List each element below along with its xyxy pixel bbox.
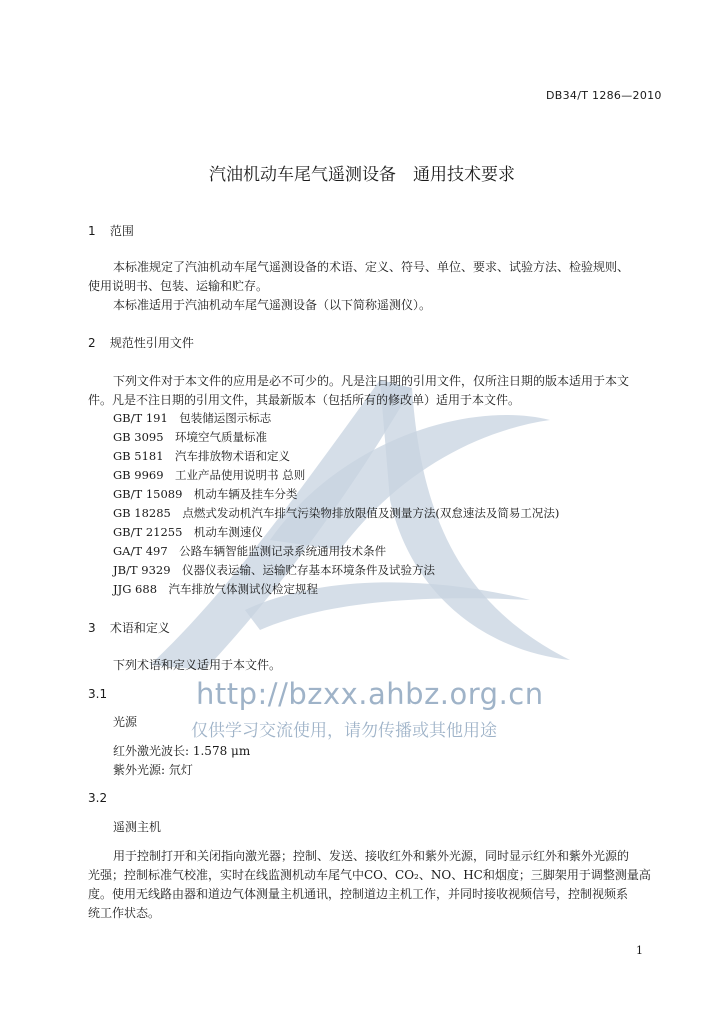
term-name-light-source: 光源 bbox=[113, 715, 138, 729]
scope-paragraph-1-line-1: 本标准规定了汽油机动车尾气遥测设备的术语、定义、符号、单位、要求、试验方法、检验规则、 bbox=[113, 260, 630, 274]
term-3-2-line-2: 光强；控制标准气校准，实时在线监测机动车尾气中CO、CO₂、NO、HC和烟度；三脚架用于调整测量高 bbox=[88, 868, 651, 882]
normative-intro-line-1: 下列文件对于本文件的应用是必不可少的。凡是注日期的引用文件，仅所注日期的版本适用于本文 bbox=[113, 374, 630, 388]
standard-code: DB34/T 1286—2010 bbox=[546, 89, 662, 102]
section-title: 规范性引用文件 bbox=[109, 336, 194, 350]
reference-item: GB/T 15089 机动车辆及挂车分类 bbox=[113, 487, 298, 501]
document-title: 汽油机动车尾气遥测设备 通用技术要求 bbox=[209, 165, 515, 185]
term-3-2-line-1: 用于控制打开和关闭指向激光器；控制、发送、接收红外和紫外光源，同时显示红外和紫外光源的 bbox=[113, 849, 630, 863]
clause-3-1-number: 3.1 bbox=[88, 687, 108, 701]
clause-3-2-number: 3.2 bbox=[88, 791, 108, 805]
section-number: 2 bbox=[88, 336, 96, 350]
section-title: 范围 bbox=[109, 224, 134, 238]
page-number: 1 bbox=[636, 944, 643, 957]
watermark-note: 仅供学习交流使用，请勿传播或其他用途 bbox=[191, 721, 497, 741]
reference-item: GB/T 21255 机动车测速仪 bbox=[113, 525, 263, 539]
reference-item: GB 3095 环境空气质量标准 bbox=[113, 430, 268, 444]
reference-item: JB/T 9329 仪器仪表运输、运输贮存基本环境条件及试验方法 bbox=[113, 563, 436, 577]
reference-item: GA/T 497 公路车辆智能监测记录系统通用技术条件 bbox=[113, 544, 387, 558]
scope-paragraph-1-line-2: 使用说明书、包装、运输和贮存。 bbox=[88, 279, 269, 293]
term-name-remote-host: 遥测主机 bbox=[113, 820, 162, 834]
section-2-heading bbox=[88, 334, 194, 351]
term-3-1-line-1: 红外激光波长: 1.578 μm bbox=[113, 744, 251, 758]
section-number: 1 bbox=[88, 224, 96, 238]
terms-intro: 下列术语和定义适用于本文件。 bbox=[113, 658, 282, 672]
section-number: 3 bbox=[88, 621, 96, 635]
reference-item: GB 9969 工业产品使用说明书 总则 bbox=[113, 468, 306, 482]
scope-paragraph-2: 本标准适用于汽油机动车尾气遥测设备（以下简称遥测仪）。 bbox=[113, 298, 432, 312]
watermark-url: http://bzxx.ahbz.org.cn bbox=[196, 677, 544, 711]
normative-intro-line-2: 件。凡是不注日期的引用文件，其最新版本（包括所有的修改单）适用于本文件。 bbox=[88, 393, 521, 407]
term-3-2-line-4: 统工作状态。 bbox=[88, 906, 161, 920]
section-3-heading bbox=[88, 619, 170, 636]
reference-item: GB/T 191 包装储运图示标志 bbox=[113, 411, 272, 425]
section-title: 术语和定义 bbox=[109, 621, 170, 635]
term-3-1-line-2: 紫外光源: 氘灯 bbox=[113, 763, 193, 777]
reference-item: JJG 688 汽车排放气体测试仪检定规程 bbox=[113, 582, 319, 596]
reference-item: GB 5181 汽车排放物术语和定义 bbox=[113, 449, 291, 463]
reference-item: GB 18285 点燃式发动机汽车排气污染物排放限值及测量方法(双怠速法及简易工况法) bbox=[113, 506, 560, 520]
section-1-heading bbox=[88, 222, 134, 239]
term-3-2-line-3: 度。使用无线路由器和道边气体测量主机通讯，控制道边主机工作，并同时接收视频信号，控制视频系 bbox=[88, 887, 629, 901]
